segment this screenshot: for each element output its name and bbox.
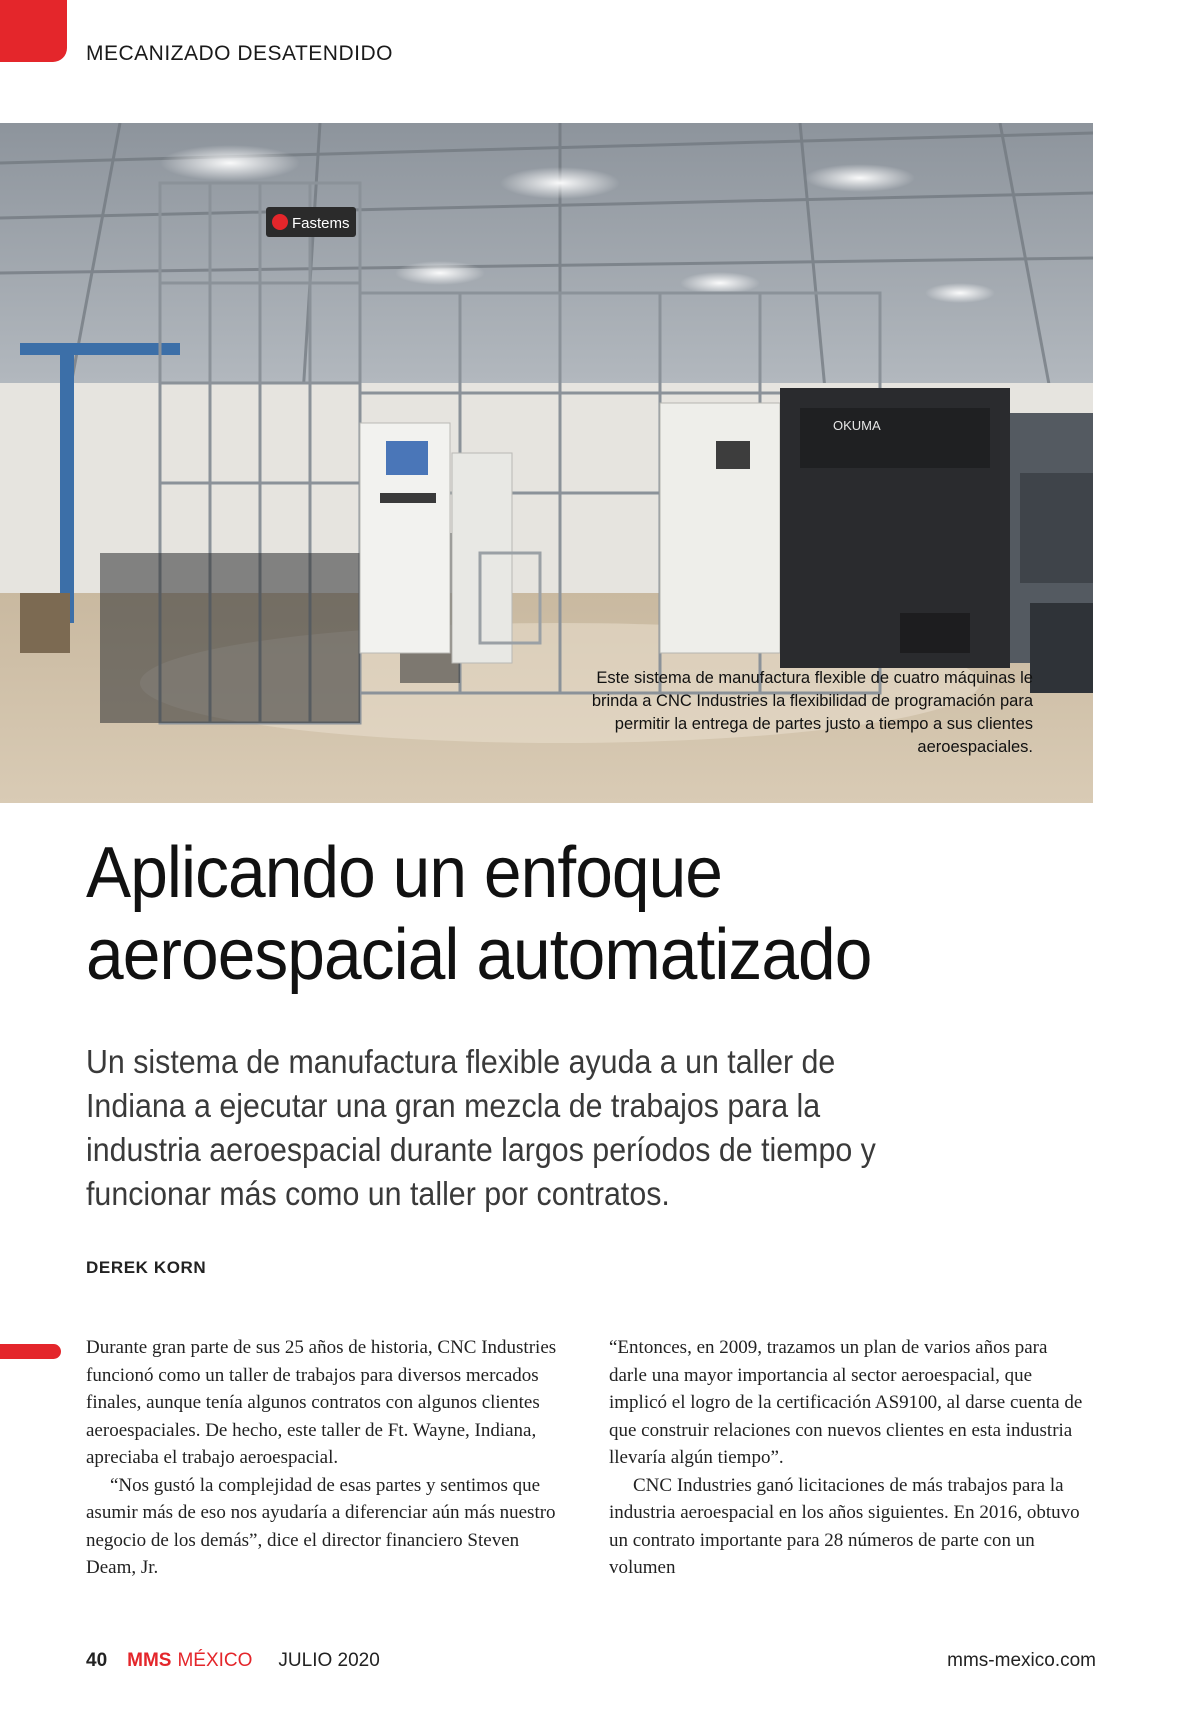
issue-date: JULIO 2020 [278, 1650, 380, 1671]
magazine-country: MÉXICO [177, 1650, 253, 1671]
body-column-right [609, 1334, 1089, 1582]
article-byline: DEREK KORN [86, 1258, 207, 1277]
paragraph: CNC Industries ganó licitaciones de más trabajos para la industria aeroespacial en los años siguientes. En 2016, obtuvo un contrato importante para 28 números de parte con un volumen [609, 1474, 1080, 1578]
photo-caption: Este sistema de manufactura flexible de cuatro máquinas le brinda a CNC Industries la flexibilidad de programación para permitir la entrega de partes justo a tiempo a sus clientes aeroespaciales. [591, 669, 1033, 756]
website-link[interactable]: mms-mexico.com [947, 1650, 1096, 1671]
body-start-marker [0, 1344, 61, 1359]
hero-photo [0, 123, 1093, 803]
article-headline: Aplicando un enfoque aeroespacial automatizado [86, 833, 872, 995]
section-label: MECANIZADO DESATENDIDO [86, 42, 393, 65]
paragraph: “Nos gustó la complejidad de esas partes y sentimos que asumir más de eso nos ayudaría a diferenciar aún más nuestro negocio de los demás”, dice el director financiero Steven Deam, Jr. [86, 1474, 556, 1578]
page-number: 40 [86, 1650, 108, 1671]
article-deck: Un sistema de manufactura flexible ayuda a un taller de Indiana a ejecutar una gran mezcla de trabajos para la industria aeroespacial durante largos períodos de tiempo y funcionar más como un taller por contratos. [86, 1043, 876, 1212]
paragraph: “Entonces, en 2009, trazamos un plan de varios años para darle una mayor importancia al sector aeroespacial, que implicó el logro de la certificación AS9100, al darse cuenta de que construir relaciones con nuevos clientes en esta industria llevaría algún tiempo”. [609, 1337, 1083, 1468]
magazine-brand: MMS [127, 1650, 172, 1671]
page-footer [86, 1650, 1096, 1676]
paragraph: Durante gran parte de sus 25 años de historia, CNC Industries funcionó como un taller de trabajos para diversos mercados finales, aunque tenía algunos contratos con algunos clientes aeroespaciales. De hecho, este taller de Ft. Wayne, Indiana, apreciaba el trabajo aeroespacial. [86, 1337, 557, 1468]
fastems-sign: Fastems [292, 215, 350, 232]
section-tab [0, 0, 67, 62]
okuma-label: OKUMA [833, 418, 881, 433]
body-column-left [86, 1334, 566, 1582]
